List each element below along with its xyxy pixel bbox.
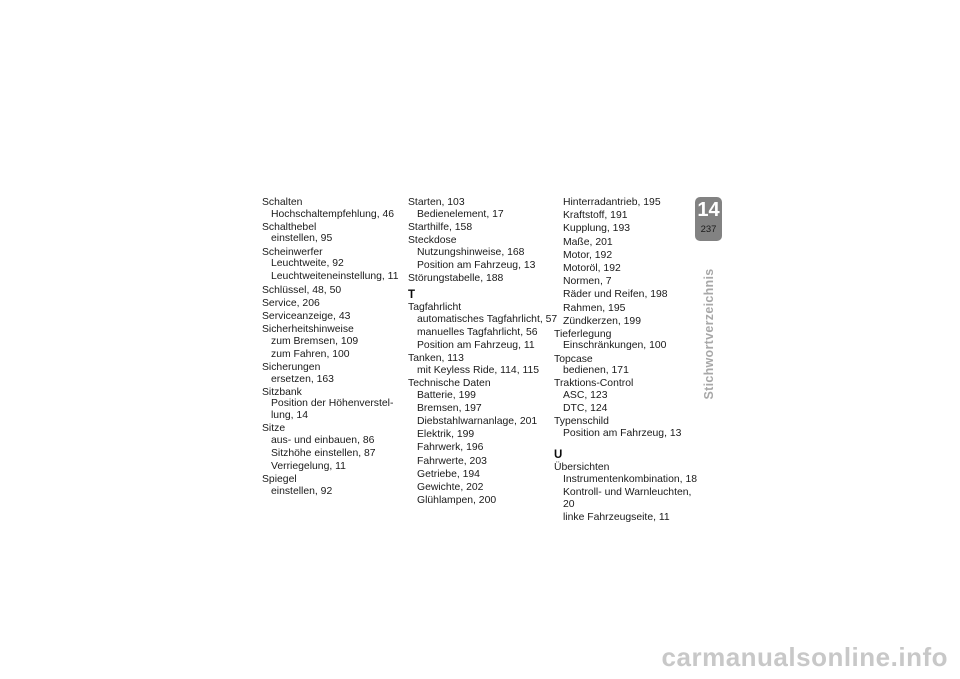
index-term: Typenschild <box>554 416 609 428</box>
index-entry <box>408 378 558 507</box>
index-subentry: manuelles Tagfahrlicht, 56 <box>417 326 538 338</box>
index-entry <box>262 311 412 323</box>
index-subentry: Verriegelung, 11 <box>271 461 346 473</box>
index-term: Scheinwerfer <box>262 246 323 258</box>
section-title: Stichwortverzeichnis <box>702 268 716 400</box>
index-entry <box>262 197 412 220</box>
chapter-tab <box>695 197 722 241</box>
index-entry <box>554 416 704 439</box>
index-entry <box>554 378 704 414</box>
index-subentry: einstellen, 92 <box>271 485 333 497</box>
index-term: Tieferlegung <box>554 328 612 340</box>
index-subentry: Sitzhöhe einstellen, 87 <box>271 448 376 459</box>
index-subentry: Fahrwerte, 203 <box>417 455 487 467</box>
index-column-1 <box>262 197 412 498</box>
index-term: Sitze <box>262 423 286 435</box>
index-entry <box>554 329 704 352</box>
index-entry <box>554 354 704 377</box>
index-subentry: Kupplung, 193 <box>563 223 631 235</box>
index-term: Schalthebel <box>262 221 317 233</box>
index-entry <box>262 387 412 422</box>
index-subentry: Räder und Reifen, 198 <box>563 289 668 301</box>
index-column-2 <box>408 197 558 507</box>
index-subentry: Kontroll- und Warnleuchten, 20 <box>563 486 692 510</box>
index-term: Service, 206 <box>262 297 320 309</box>
index-subentry: Normen, 7 <box>563 276 612 288</box>
index-subentry: Kraftstoff, 191 <box>563 210 628 222</box>
index-term: Sicherheitshinweise <box>262 324 354 336</box>
index-column-3 <box>554 197 704 523</box>
index-term: Starten, 103 <box>408 197 465 208</box>
index-subentry: Leuchtweite, 92 <box>271 258 344 270</box>
index-term: Tagfahrlicht <box>408 302 462 314</box>
index-term: Traktions-Control <box>554 378 634 390</box>
index-term: Sitzbank <box>262 386 302 398</box>
index-subentry: ersetzen, 163 <box>271 373 334 385</box>
index-subentry: Batterie, 199 <box>417 389 476 401</box>
index-term: Technische Daten <box>408 378 491 390</box>
index-entry <box>262 285 412 297</box>
index-entry <box>554 462 704 523</box>
index-subentry: einstellen, 95 <box>271 233 333 245</box>
index-subentry: DTC, 124 <box>563 403 608 415</box>
index-entry <box>408 222 558 234</box>
index-subentry: Einschränkungen, 100 <box>563 340 667 352</box>
index-term: Übersichten <box>554 462 610 474</box>
page-number: 237 <box>700 224 717 235</box>
index-entry <box>262 362 412 385</box>
index-subentry: Zündkerzen, 199 <box>563 315 641 327</box>
index-entry <box>408 302 558 352</box>
index-entry <box>262 298 412 310</box>
index-subentry: zum Bremsen, 109 <box>271 335 359 347</box>
index-term: Störungstabelle, 188 <box>408 272 504 284</box>
index-term: Schalten <box>262 197 303 208</box>
index-subentry: Hochschaltempfehlung, 46 <box>271 208 395 220</box>
index-subentry: Position am Fahrzeug, 13 <box>417 259 536 271</box>
index-entry <box>262 474 412 497</box>
index-subentry: Instrumentenkombination, 18 <box>563 473 698 485</box>
index-term: Tanken, 113 <box>408 353 464 365</box>
index-entry <box>408 197 558 220</box>
index-entry <box>262 247 412 283</box>
index-term: Sicherungen <box>262 362 321 374</box>
index-letter: U <box>554 448 563 461</box>
index-term: Spiegel <box>262 474 297 486</box>
index-entry <box>408 235 558 271</box>
index-subentry: Position der Höhenverstel- lung, 14 <box>271 398 394 422</box>
index-term: Topcase <box>554 353 593 365</box>
index-subentry: Elektrik, 199 <box>417 429 475 441</box>
chapter-number: 14 <box>697 199 720 221</box>
index-subentry: Glühlampen, 200 <box>417 495 497 507</box>
index-subentry: bedienen, 171 <box>563 365 629 377</box>
index-entry <box>408 353 558 376</box>
index-subentry: Position am Fahrzeug, 13 <box>563 428 682 439</box>
index-letter: T <box>408 288 416 301</box>
index-entry <box>262 324 412 360</box>
index-entry <box>554 197 704 327</box>
index-subentry: zum Fahren, 100 <box>271 348 350 360</box>
index-subentry: Motoröl, 192 <box>563 262 621 274</box>
index-entry <box>262 423 412 473</box>
index-term: Schlüssel, 48, 50 <box>262 284 342 296</box>
index-subentry: Fahrwerk, 196 <box>417 442 484 454</box>
index-subentry: Bremsen, 197 <box>417 402 482 414</box>
index-subentry: Motor, 192 <box>563 249 613 261</box>
index-entry <box>408 273 558 285</box>
index-subentry: Maße, 201 <box>563 236 613 248</box>
index-entry <box>262 222 412 245</box>
index-subentry: aus- und einbauen, 86 <box>271 434 375 446</box>
index-subentry: mit Keyless Ride, 114, 115 <box>417 364 540 376</box>
index-subentry: Nutzungshinweise, 168 <box>417 246 525 258</box>
index-subentry: Rahmen, 195 <box>563 302 626 314</box>
index-subentry: automatisches Tagfahrlicht, 57 <box>417 313 558 325</box>
index-subentry: Leuchtweiteneinstellung, 11 <box>271 271 399 283</box>
index-subentry: linke Fahrzeugseite, 11 <box>563 511 670 523</box>
watermark-text: carmanualsonline.info <box>661 642 948 672</box>
index-subentry: Hinterradantrieb, 195 <box>563 197 661 208</box>
index-subentry: Position am Fahrzeug, 11 <box>417 340 535 352</box>
index-subentry: Diebstahlwarnanlage, 201 <box>417 416 538 428</box>
index-subentry: ASC, 123 <box>563 390 608 402</box>
index-term: Starthilfe, 158 <box>408 221 473 233</box>
index-subentry: Gewichte, 202 <box>417 481 484 493</box>
index-subentry: Getriebe, 194 <box>417 468 480 480</box>
index-term: Serviceanzeige, 43 <box>262 310 351 322</box>
index-term: Steckdose <box>408 234 457 246</box>
index-subentry: Bedienelement, 17 <box>417 208 504 220</box>
